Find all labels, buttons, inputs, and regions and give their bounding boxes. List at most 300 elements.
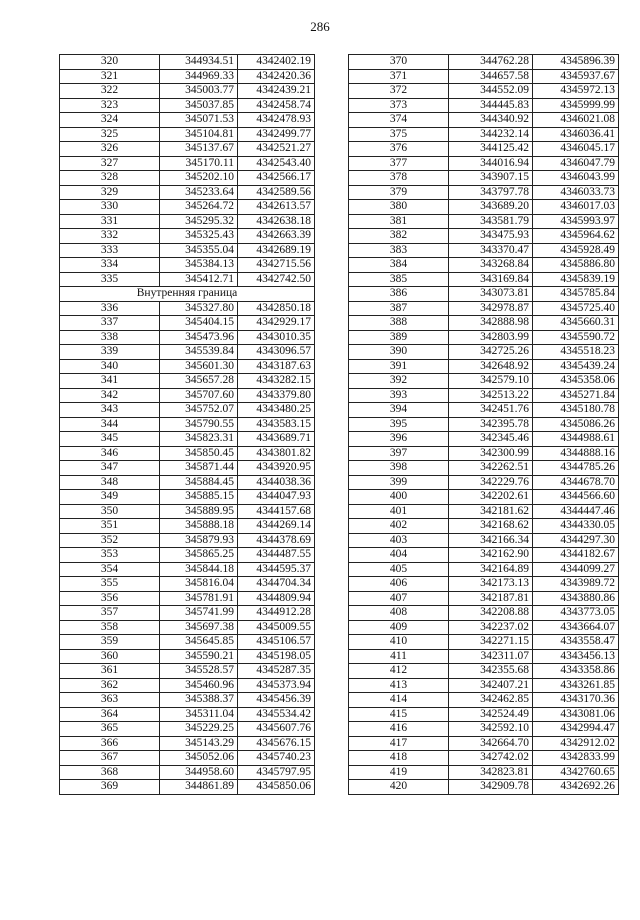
table-row [349, 55, 619, 70]
point-number-cell: 385 [349, 272, 449, 287]
point-number-cell: 408 [349, 606, 449, 621]
x-coordinate-cell: 345823.31 [160, 432, 238, 447]
table-row [349, 359, 619, 374]
x-coordinate-cell: 343907.15 [449, 171, 533, 186]
x-coordinate-cell: 342181.62 [449, 504, 533, 519]
y-coordinate-cell: 4342833.99 [533, 751, 619, 766]
table-row [349, 417, 619, 432]
table-row [349, 693, 619, 708]
x-coordinate-cell: 342300.99 [449, 446, 533, 461]
point-number-cell: 358 [60, 620, 160, 635]
point-number-cell: 414 [349, 693, 449, 708]
point-number-cell: 387 [349, 301, 449, 316]
table-row [349, 577, 619, 592]
x-coordinate-cell: 342909.78 [449, 780, 533, 795]
table-row [349, 243, 619, 258]
x-coordinate-cell: 345104.81 [160, 127, 238, 142]
x-coordinate-cell: 345879.93 [160, 533, 238, 548]
table-row [349, 258, 619, 273]
x-coordinate-cell: 345601.30 [160, 359, 238, 374]
table-row [349, 504, 619, 519]
x-coordinate-cell: 345850.45 [160, 446, 238, 461]
x-coordinate-cell: 344762.28 [449, 55, 533, 70]
y-coordinate-cell: 4342439.21 [238, 84, 315, 99]
point-number-cell: 393 [349, 388, 449, 403]
point-number-cell: 384 [349, 258, 449, 273]
x-coordinate-cell: 345539.84 [160, 345, 238, 360]
point-number-cell: 344 [60, 417, 160, 432]
point-number-cell: 391 [349, 359, 449, 374]
x-coordinate-cell: 342579.10 [449, 374, 533, 389]
point-number-cell: 336 [60, 301, 160, 316]
table-row [349, 142, 619, 157]
x-coordinate-cell: 342648.92 [449, 359, 533, 374]
y-coordinate-cell: 4344566.60 [533, 490, 619, 505]
y-coordinate-cell: 4342521.27 [238, 142, 315, 157]
x-coordinate-cell: 345697.38 [160, 620, 238, 635]
x-coordinate-cell: 345460.96 [160, 678, 238, 693]
table-row [60, 533, 315, 548]
coordinates-table-right [348, 54, 619, 795]
table-row [349, 461, 619, 476]
point-number-cell: 353 [60, 548, 160, 563]
point-number-cell: 348 [60, 475, 160, 490]
point-number-cell: 400 [349, 490, 449, 505]
y-coordinate-cell: 4345534.42 [238, 707, 315, 722]
x-coordinate-cell: 344969.33 [160, 69, 238, 84]
y-coordinate-cell: 4345928.49 [533, 243, 619, 258]
coordinates-table-left-body [60, 55, 315, 795]
y-coordinate-cell: 4346043.99 [533, 171, 619, 186]
table-row [60, 374, 315, 389]
x-coordinate-cell: 342208.88 [449, 606, 533, 621]
table-row [349, 330, 619, 345]
x-coordinate-cell: 345752.07 [160, 403, 238, 418]
table-row [60, 272, 315, 287]
x-coordinate-cell: 342355.68 [449, 664, 533, 679]
y-coordinate-cell: 4344330.05 [533, 519, 619, 534]
point-number-cell: 401 [349, 504, 449, 519]
point-number-cell: 398 [349, 461, 449, 476]
table-row [60, 229, 315, 244]
point-number-cell: 381 [349, 214, 449, 229]
x-coordinate-cell: 345404.15 [160, 316, 238, 331]
y-coordinate-cell: 4342850.18 [238, 301, 315, 316]
x-coordinate-cell: 345790.55 [160, 417, 238, 432]
x-coordinate-cell: 344657.58 [449, 69, 533, 84]
point-number-cell: 372 [349, 84, 449, 99]
y-coordinate-cell: 4343261.85 [533, 678, 619, 693]
table-row [60, 330, 315, 345]
table-row [60, 55, 315, 70]
table-row [349, 388, 619, 403]
y-coordinate-cell: 4342543.40 [238, 156, 315, 171]
y-coordinate-cell: 4342742.50 [238, 272, 315, 287]
point-number-cell: 334 [60, 258, 160, 273]
y-coordinate-cell: 4345850.06 [238, 780, 315, 795]
table-row [349, 287, 619, 302]
y-coordinate-cell: 4342402.19 [238, 55, 315, 70]
table-row [60, 591, 315, 606]
table-row [60, 113, 315, 128]
x-coordinate-cell: 345295.32 [160, 214, 238, 229]
x-coordinate-cell: 345885.15 [160, 490, 238, 505]
table-row [60, 722, 315, 737]
point-number-cell: 337 [60, 316, 160, 331]
point-number-cell: 417 [349, 736, 449, 751]
point-number-cell: 410 [349, 635, 449, 650]
x-coordinate-cell: 343169.84 [449, 272, 533, 287]
y-coordinate-cell: 4345993.97 [533, 214, 619, 229]
y-coordinate-cell: 4342478.93 [238, 113, 315, 128]
y-coordinate-cell: 4345287.35 [238, 664, 315, 679]
x-coordinate-cell: 342451.76 [449, 403, 533, 418]
table-row [349, 156, 619, 171]
point-number-cell: 407 [349, 591, 449, 606]
y-coordinate-cell: 4343583.15 [238, 417, 315, 432]
x-coordinate-cell: 342162.90 [449, 548, 533, 563]
y-coordinate-cell: 4345271.84 [533, 388, 619, 403]
x-coordinate-cell: 345327.80 [160, 301, 238, 316]
table-row [60, 678, 315, 693]
table-row [60, 127, 315, 142]
point-number-cell: 373 [349, 98, 449, 113]
x-coordinate-cell: 345003.77 [160, 84, 238, 99]
x-coordinate-cell: 342262.51 [449, 461, 533, 476]
table-row [349, 548, 619, 563]
x-coordinate-cell: 342166.34 [449, 533, 533, 548]
y-coordinate-cell: 4345839.19 [533, 272, 619, 287]
table-row [60, 258, 315, 273]
x-coordinate-cell: 345143.29 [160, 736, 238, 751]
x-coordinate-cell: 345170.11 [160, 156, 238, 171]
point-number-cell: 366 [60, 736, 160, 751]
point-number-cell: 360 [60, 649, 160, 664]
x-coordinate-cell: 345473.96 [160, 330, 238, 345]
y-coordinate-cell: 4343096.57 [238, 345, 315, 360]
point-number-cell: 397 [349, 446, 449, 461]
x-coordinate-cell: 344340.92 [449, 113, 533, 128]
x-coordinate-cell: 343073.81 [449, 287, 533, 302]
point-number-cell: 394 [349, 403, 449, 418]
point-number-cell: 321 [60, 69, 160, 84]
x-coordinate-cell: 345412.71 [160, 272, 238, 287]
point-number-cell: 340 [60, 359, 160, 374]
table-row [60, 664, 315, 679]
y-coordinate-cell: 4344297.30 [533, 533, 619, 548]
x-coordinate-cell: 342664.70 [449, 736, 533, 751]
x-coordinate-cell: 343689.20 [449, 200, 533, 215]
point-number-cell: 388 [349, 316, 449, 331]
point-number-cell: 361 [60, 664, 160, 679]
y-coordinate-cell: 4344047.93 [238, 490, 315, 505]
y-coordinate-cell: 4344099.27 [533, 562, 619, 577]
x-coordinate-cell: 345781.91 [160, 591, 238, 606]
point-number-cell: 377 [349, 156, 449, 171]
point-number-cell: 369 [60, 780, 160, 795]
x-coordinate-cell: 345388.37 [160, 693, 238, 708]
table-row [60, 751, 315, 766]
y-coordinate-cell: 4343081.06 [533, 707, 619, 722]
point-number-cell: 380 [349, 200, 449, 215]
x-coordinate-cell: 342164.89 [449, 562, 533, 577]
y-coordinate-cell: 4345358.06 [533, 374, 619, 389]
y-coordinate-cell: 4342760.65 [533, 765, 619, 780]
y-coordinate-cell: 4345964.62 [533, 229, 619, 244]
x-coordinate-cell: 344232.14 [449, 127, 533, 142]
x-coordinate-cell: 345355.04 [160, 243, 238, 258]
x-coordinate-cell: 342173.13 [449, 577, 533, 592]
y-coordinate-cell: 4344157.68 [238, 504, 315, 519]
y-coordinate-cell: 4343880.86 [533, 591, 619, 606]
section-title: Внутренняя граница [60, 287, 315, 302]
x-coordinate-cell: 342742.02 [449, 751, 533, 766]
table-row [349, 301, 619, 316]
y-coordinate-cell: 4346045.17 [533, 142, 619, 157]
x-coordinate-cell: 342202.61 [449, 490, 533, 505]
point-number-cell: 339 [60, 345, 160, 360]
x-coordinate-cell: 344445.83 [449, 98, 533, 113]
x-coordinate-cell: 342725.26 [449, 345, 533, 360]
point-number-cell: 405 [349, 562, 449, 577]
y-coordinate-cell: 4346033.73 [533, 185, 619, 200]
table-row [60, 475, 315, 490]
y-coordinate-cell: 4342929.17 [238, 316, 315, 331]
y-coordinate-cell: 4344809.94 [238, 591, 315, 606]
table-row [349, 707, 619, 722]
point-number-cell: 413 [349, 678, 449, 693]
table-row [60, 403, 315, 418]
point-number-cell: 326 [60, 142, 160, 157]
point-number-cell: 363 [60, 693, 160, 708]
x-coordinate-cell: 342345.46 [449, 432, 533, 447]
table-row [60, 156, 315, 171]
y-coordinate-cell: 4344038.36 [238, 475, 315, 490]
x-coordinate-cell: 345865.25 [160, 548, 238, 563]
point-number-cell: 325 [60, 127, 160, 142]
x-coordinate-cell: 345816.04 [160, 577, 238, 592]
x-coordinate-cell: 345052.06 [160, 751, 238, 766]
table-row [349, 272, 619, 287]
x-coordinate-cell: 345871.44 [160, 461, 238, 476]
point-number-cell: 332 [60, 229, 160, 244]
y-coordinate-cell: 4342420.36 [238, 69, 315, 84]
table-row [60, 562, 315, 577]
y-coordinate-cell: 4345198.05 [238, 649, 315, 664]
table-row [60, 84, 315, 99]
x-coordinate-cell: 342524.49 [449, 707, 533, 722]
y-coordinate-cell: 4345180.78 [533, 403, 619, 418]
table-row [349, 113, 619, 128]
table-row [349, 490, 619, 505]
y-coordinate-cell: 4343379.80 [238, 388, 315, 403]
coordinates-table-left [59, 54, 315, 795]
table-row [349, 345, 619, 360]
table-row [60, 142, 315, 157]
point-number-cell: 367 [60, 751, 160, 766]
table-row [60, 243, 315, 258]
table-row [60, 301, 315, 316]
x-coordinate-cell: 344016.94 [449, 156, 533, 171]
table-row [60, 504, 315, 519]
table-row [349, 84, 619, 99]
point-number-cell: 342 [60, 388, 160, 403]
table-row [60, 432, 315, 447]
x-coordinate-cell: 342271.15 [449, 635, 533, 650]
table-row [349, 214, 619, 229]
y-coordinate-cell: 4346021.08 [533, 113, 619, 128]
point-number-cell: 322 [60, 84, 160, 99]
y-coordinate-cell: 4345106.57 [238, 635, 315, 650]
table-row [349, 98, 619, 113]
table-row [349, 780, 619, 795]
point-number-cell: 378 [349, 171, 449, 186]
point-number-cell: 395 [349, 417, 449, 432]
y-coordinate-cell: 4342663.39 [238, 229, 315, 244]
table-row [60, 548, 315, 563]
x-coordinate-cell: 345844.18 [160, 562, 238, 577]
y-coordinate-cell: 4345972.13 [533, 84, 619, 99]
point-number-cell: 357 [60, 606, 160, 621]
y-coordinate-cell: 4345607.76 [238, 722, 315, 737]
y-coordinate-cell: 4343170.36 [533, 693, 619, 708]
table-row [349, 722, 619, 737]
x-coordinate-cell: 345707.60 [160, 388, 238, 403]
table-row [60, 765, 315, 780]
table-row [60, 446, 315, 461]
y-coordinate-cell: 4344595.37 [238, 562, 315, 577]
y-coordinate-cell: 4344378.69 [238, 533, 315, 548]
table-row [60, 606, 315, 621]
y-coordinate-cell: 4345676.15 [238, 736, 315, 751]
point-number-cell: 331 [60, 214, 160, 229]
table-row [60, 200, 315, 215]
x-coordinate-cell: 345645.85 [160, 635, 238, 650]
y-coordinate-cell: 4342458.74 [238, 98, 315, 113]
table-row [60, 649, 315, 664]
x-coordinate-cell: 342513.22 [449, 388, 533, 403]
y-coordinate-cell: 4345785.84 [533, 287, 619, 302]
point-number-cell: 359 [60, 635, 160, 650]
table-row [60, 388, 315, 403]
table-row [349, 649, 619, 664]
point-number-cell: 389 [349, 330, 449, 345]
y-coordinate-cell: 4343282.15 [238, 374, 315, 389]
table-row [60, 620, 315, 635]
y-coordinate-cell: 4343689.71 [238, 432, 315, 447]
x-coordinate-cell: 342168.62 [449, 519, 533, 534]
table-row [349, 229, 619, 244]
y-coordinate-cell: 4345937.67 [533, 69, 619, 84]
y-coordinate-cell: 4346017.03 [533, 200, 619, 215]
point-number-cell: 335 [60, 272, 160, 287]
table-row [60, 780, 315, 795]
table-row [349, 171, 619, 186]
point-number-cell: 345 [60, 432, 160, 447]
y-coordinate-cell: 4345797.95 [238, 765, 315, 780]
x-coordinate-cell: 345233.64 [160, 185, 238, 200]
table-row [349, 519, 619, 534]
table-row [349, 316, 619, 331]
y-coordinate-cell: 4345439.24 [533, 359, 619, 374]
y-coordinate-cell: 4342613.57 [238, 200, 315, 215]
point-number-cell: 371 [349, 69, 449, 84]
table-row [60, 69, 315, 84]
point-number-cell: 374 [349, 113, 449, 128]
point-number-cell: 402 [349, 519, 449, 534]
x-coordinate-cell: 345037.85 [160, 98, 238, 113]
point-number-cell: 382 [349, 229, 449, 244]
point-number-cell: 327 [60, 156, 160, 171]
x-coordinate-cell: 345071.53 [160, 113, 238, 128]
y-coordinate-cell: 4342692.26 [533, 780, 619, 795]
y-coordinate-cell: 4343989.72 [533, 577, 619, 592]
point-number-cell: 350 [60, 504, 160, 519]
point-number-cell: 396 [349, 432, 449, 447]
point-number-cell: 416 [349, 722, 449, 737]
point-number-cell: 338 [60, 330, 160, 345]
y-coordinate-cell: 4345373.94 [238, 678, 315, 693]
y-coordinate-cell: 4345086.26 [533, 417, 619, 432]
point-number-cell: 333 [60, 243, 160, 258]
table-row [60, 316, 315, 331]
x-coordinate-cell: 343797.78 [449, 185, 533, 200]
table-row [60, 171, 315, 186]
y-coordinate-cell: 4344487.55 [238, 548, 315, 563]
coordinates-table-right-body [349, 55, 619, 795]
point-number-cell: 323 [60, 98, 160, 113]
y-coordinate-cell: 4345590.72 [533, 330, 619, 345]
table-row [60, 185, 315, 200]
table-row [349, 446, 619, 461]
point-number-cell: 419 [349, 765, 449, 780]
table-row [60, 577, 315, 592]
point-number-cell: 329 [60, 185, 160, 200]
table-row [349, 765, 619, 780]
table-row [349, 606, 619, 621]
table-row [349, 475, 619, 490]
x-coordinate-cell: 345229.25 [160, 722, 238, 737]
point-number-cell: 406 [349, 577, 449, 592]
y-coordinate-cell: 4342912.02 [533, 736, 619, 751]
point-number-cell: 343 [60, 403, 160, 418]
point-number-cell: 368 [60, 765, 160, 780]
table-row [60, 359, 315, 374]
y-coordinate-cell: 4343480.25 [238, 403, 315, 418]
y-coordinate-cell: 4345999.99 [533, 98, 619, 113]
point-number-cell: 354 [60, 562, 160, 577]
y-coordinate-cell: 4343187.63 [238, 359, 315, 374]
y-coordinate-cell: 4344785.26 [533, 461, 619, 476]
x-coordinate-cell: 344934.51 [160, 55, 238, 70]
point-number-cell: 411 [349, 649, 449, 664]
point-number-cell: 418 [349, 751, 449, 766]
table-row [60, 345, 315, 360]
table-row [60, 490, 315, 505]
x-coordinate-cell: 342888.98 [449, 316, 533, 331]
point-number-cell: 330 [60, 200, 160, 215]
point-number-cell: 355 [60, 577, 160, 592]
point-number-cell: 328 [60, 171, 160, 186]
point-number-cell: 320 [60, 55, 160, 70]
x-coordinate-cell: 344552.09 [449, 84, 533, 99]
table-row [349, 533, 619, 548]
x-coordinate-cell: 343268.84 [449, 258, 533, 273]
x-coordinate-cell: 342592.10 [449, 722, 533, 737]
point-number-cell: 399 [349, 475, 449, 490]
x-coordinate-cell: 345311.04 [160, 707, 238, 722]
x-coordinate-cell: 345325.43 [160, 229, 238, 244]
